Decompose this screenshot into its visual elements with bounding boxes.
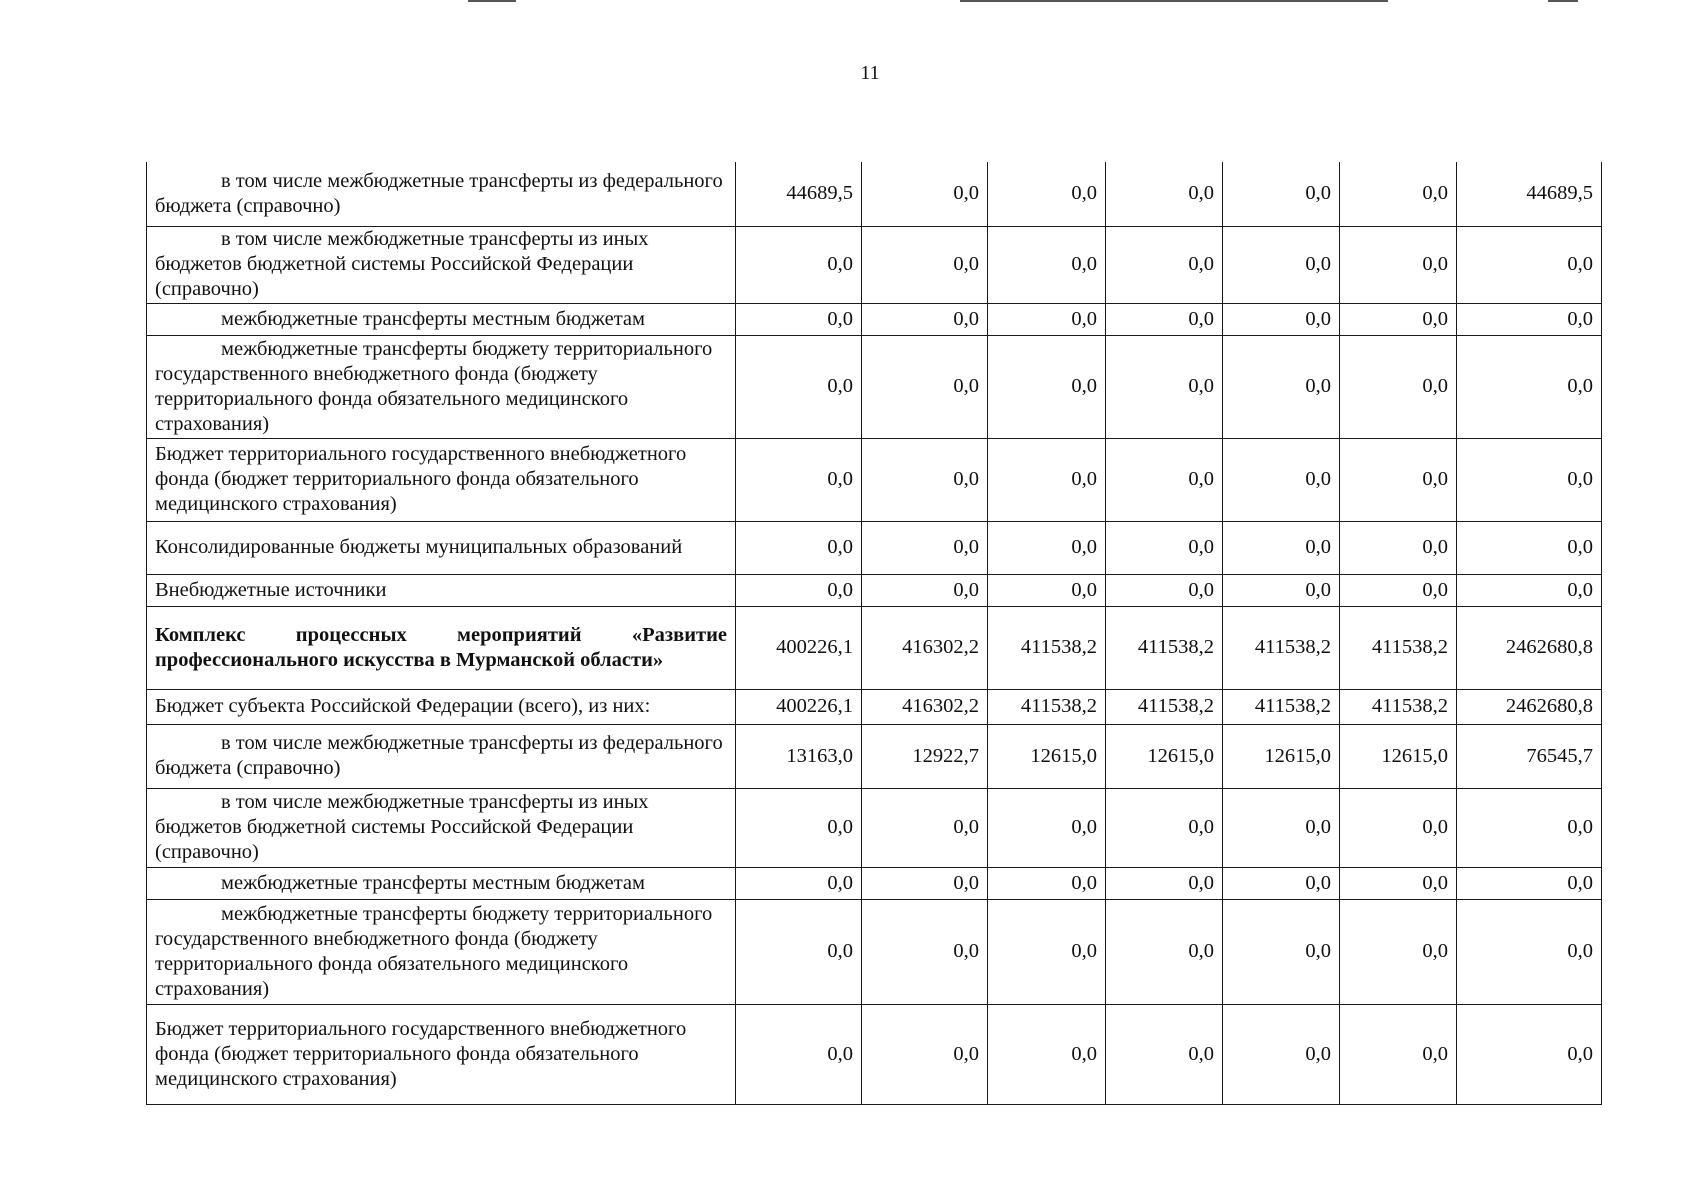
value-cell-total: 0,0 bbox=[1457, 521, 1602, 574]
row-label: в том числе межбюджетные трансферты из федерального бюджета (справочно) bbox=[147, 724, 736, 788]
value-cell-total: 0,0 bbox=[1457, 226, 1602, 303]
scan-artifact bbox=[468, 0, 516, 2]
value-cell: 0,0 bbox=[988, 574, 1106, 606]
value-cell: 0,0 bbox=[1106, 162, 1223, 226]
value-cell-total: 44689,5 bbox=[1457, 162, 1602, 226]
value-cell: 0,0 bbox=[1340, 335, 1457, 438]
value-cell: 0,0 bbox=[736, 1004, 862, 1104]
value-cell: 0,0 bbox=[1223, 438, 1340, 521]
value-cell: 0,0 bbox=[1340, 521, 1457, 574]
value-cell: 411538,2 bbox=[1340, 606, 1457, 689]
value-cell: 0,0 bbox=[862, 303, 988, 335]
value-cell: 44689,5 bbox=[736, 162, 862, 226]
value-cell: 0,0 bbox=[1223, 1004, 1340, 1104]
value-cell: 0,0 bbox=[1106, 226, 1223, 303]
value-cell: 400226,1 bbox=[736, 606, 862, 689]
value-cell: 0,0 bbox=[1340, 226, 1457, 303]
value-cell: 0,0 bbox=[1106, 335, 1223, 438]
page-number: 11 bbox=[860, 62, 880, 84]
value-cell: 0,0 bbox=[862, 335, 988, 438]
value-cell: 0,0 bbox=[736, 788, 862, 867]
value-cell: 12615,0 bbox=[1223, 724, 1340, 788]
budget-table bbox=[146, 162, 1602, 1105]
row-label: в том числе межбюджетные трансферты из федерального бюджета (справочно) bbox=[147, 162, 736, 226]
value-cell-total: 0,0 bbox=[1457, 788, 1602, 867]
value-cell: 12615,0 bbox=[1340, 724, 1457, 788]
row-label: межбюджетные трансферты бюджету территориального государственного внебюджетного фонда (бюджету территориального фонда обязательного медицинского страхования) bbox=[147, 335, 736, 438]
value-cell-total: 0,0 bbox=[1457, 1004, 1602, 1104]
table-row bbox=[147, 226, 1602, 303]
value-cell: 0,0 bbox=[988, 521, 1106, 574]
value-cell-total: 0,0 bbox=[1457, 303, 1602, 335]
value-cell: 400226,1 bbox=[736, 689, 862, 724]
value-cell: 0,0 bbox=[862, 226, 988, 303]
value-cell: 411538,2 bbox=[988, 606, 1106, 689]
table-row bbox=[147, 438, 1602, 521]
table-row bbox=[147, 606, 1602, 689]
value-cell: 0,0 bbox=[1223, 335, 1340, 438]
value-cell: 0,0 bbox=[736, 574, 862, 606]
table-row bbox=[147, 1004, 1602, 1104]
value-cell: 12615,0 bbox=[1106, 724, 1223, 788]
value-cell: 0,0 bbox=[988, 303, 1106, 335]
value-cell: 0,0 bbox=[862, 788, 988, 867]
row-label: межбюджетные трансферты местным бюджетам bbox=[147, 867, 736, 899]
value-cell: 12922,7 bbox=[862, 724, 988, 788]
value-cell: 0,0 bbox=[1223, 899, 1340, 1004]
value-cell: 0,0 bbox=[1223, 867, 1340, 899]
value-cell: 0,0 bbox=[736, 521, 862, 574]
value-cell: 0,0 bbox=[1106, 438, 1223, 521]
value-cell: 0,0 bbox=[1106, 899, 1223, 1004]
value-cell: 0,0 bbox=[988, 788, 1106, 867]
value-cell: 0,0 bbox=[1223, 574, 1340, 606]
value-cell: 0,0 bbox=[736, 438, 862, 521]
value-cell: 0,0 bbox=[736, 303, 862, 335]
table-row bbox=[147, 867, 1602, 899]
scan-artifact bbox=[960, 0, 1388, 2]
value-cell: 0,0 bbox=[988, 162, 1106, 226]
value-cell: 0,0 bbox=[1223, 303, 1340, 335]
value-cell: 0,0 bbox=[862, 1004, 988, 1104]
value-cell-total: 2462680,8 bbox=[1457, 689, 1602, 724]
value-cell: 0,0 bbox=[1106, 867, 1223, 899]
row-label: Бюджет территориального государственного внебюджетного фонда (бюджет территориального фонда обязательного медицинского страхования) bbox=[147, 438, 736, 521]
value-cell: 0,0 bbox=[988, 438, 1106, 521]
row-label: Бюджет территориального государственного внебюджетного фонда (бюджет территориального фонда обязательного медицинского страхования) bbox=[147, 1004, 736, 1104]
value-cell: 0,0 bbox=[736, 226, 862, 303]
value-cell-total: 0,0 bbox=[1457, 438, 1602, 521]
table-body bbox=[147, 162, 1602, 1104]
table-row bbox=[147, 788, 1602, 867]
value-cell: 13163,0 bbox=[736, 724, 862, 788]
value-cell: 0,0 bbox=[1223, 521, 1340, 574]
value-cell: 0,0 bbox=[736, 899, 862, 1004]
table-row bbox=[147, 574, 1602, 606]
value-cell: 0,0 bbox=[862, 521, 988, 574]
table-row bbox=[147, 162, 1602, 226]
value-cell-total: 2462680,8 bbox=[1457, 606, 1602, 689]
value-cell: 0,0 bbox=[988, 867, 1106, 899]
value-cell-total: 0,0 bbox=[1457, 899, 1602, 1004]
row-label: Консолидированные бюджеты муниципальных образований bbox=[147, 521, 736, 574]
table-row bbox=[147, 521, 1602, 574]
value-cell: 0,0 bbox=[862, 162, 988, 226]
table-row bbox=[147, 303, 1602, 335]
value-cell: 0,0 bbox=[1223, 226, 1340, 303]
value-cell: 411538,2 bbox=[988, 689, 1106, 724]
value-cell: 0,0 bbox=[1106, 303, 1223, 335]
value-cell: 0,0 bbox=[1106, 788, 1223, 867]
value-cell: 0,0 bbox=[862, 867, 988, 899]
value-cell: 0,0 bbox=[988, 1004, 1106, 1104]
value-cell: 416302,2 bbox=[862, 689, 988, 724]
row-label: межбюджетные трансферты местным бюджетам bbox=[147, 303, 736, 335]
value-cell: 411538,2 bbox=[1340, 689, 1457, 724]
value-cell-total: 76545,7 bbox=[1457, 724, 1602, 788]
row-label: в том числе межбюджетные трансферты из иных бюджетов бюджетной системы Российской Федерации (справочно) bbox=[147, 226, 736, 303]
value-cell-total: 0,0 bbox=[1457, 867, 1602, 899]
row-label: Бюджет субъекта Российской Федерации (всего), из них: bbox=[147, 689, 736, 724]
value-cell: 0,0 bbox=[1106, 521, 1223, 574]
value-cell: 0,0 bbox=[988, 335, 1106, 438]
value-cell: 0,0 bbox=[1223, 788, 1340, 867]
table-row bbox=[147, 899, 1602, 1004]
scan-artifact bbox=[1548, 0, 1578, 2]
table-row bbox=[147, 689, 1602, 724]
value-cell: 0,0 bbox=[1340, 303, 1457, 335]
table-row bbox=[147, 335, 1602, 438]
value-cell: 0,0 bbox=[1106, 1004, 1223, 1104]
value-cell: 416302,2 bbox=[862, 606, 988, 689]
value-cell: 411538,2 bbox=[1223, 689, 1340, 724]
value-cell: 0,0 bbox=[736, 335, 862, 438]
value-cell: 411538,2 bbox=[1106, 606, 1223, 689]
value-cell: 0,0 bbox=[736, 867, 862, 899]
value-cell: 0,0 bbox=[1106, 574, 1223, 606]
row-label: в том числе межбюджетные трансферты из иных бюджетов бюджетной системы Российской Федерации (справочно) bbox=[147, 788, 736, 867]
value-cell: 411538,2 bbox=[1223, 606, 1340, 689]
row-label: межбюджетные трансферты бюджету территориального государственного внебюджетного фонда (бюджету территориального фонда обязательного медицинского страхования) bbox=[147, 899, 736, 1004]
value-cell: 0,0 bbox=[862, 574, 988, 606]
value-cell: 12615,0 bbox=[988, 724, 1106, 788]
value-cell-total: 0,0 bbox=[1457, 335, 1602, 438]
value-cell: 0,0 bbox=[1340, 1004, 1457, 1104]
value-cell: 0,0 bbox=[1340, 438, 1457, 521]
value-cell: 0,0 bbox=[862, 899, 988, 1004]
value-cell: 0,0 bbox=[862, 438, 988, 521]
value-cell: 0,0 bbox=[1340, 574, 1457, 606]
row-label: Комплекс процессных мероприятий «Развитие профессионального искусства в Мурманской области» bbox=[147, 606, 736, 689]
value-cell: 0,0 bbox=[1340, 867, 1457, 899]
value-cell-total: 0,0 bbox=[1457, 574, 1602, 606]
value-cell: 0,0 bbox=[1340, 899, 1457, 1004]
table-row bbox=[147, 724, 1602, 788]
value-cell: 411538,2 bbox=[1106, 689, 1223, 724]
value-cell: 0,0 bbox=[1340, 788, 1457, 867]
value-cell: 0,0 bbox=[988, 226, 1106, 303]
value-cell: 0,0 bbox=[1223, 162, 1340, 226]
row-label: Внебюджетные источники bbox=[147, 574, 736, 606]
value-cell: 0,0 bbox=[1340, 162, 1457, 226]
value-cell: 0,0 bbox=[988, 899, 1106, 1004]
